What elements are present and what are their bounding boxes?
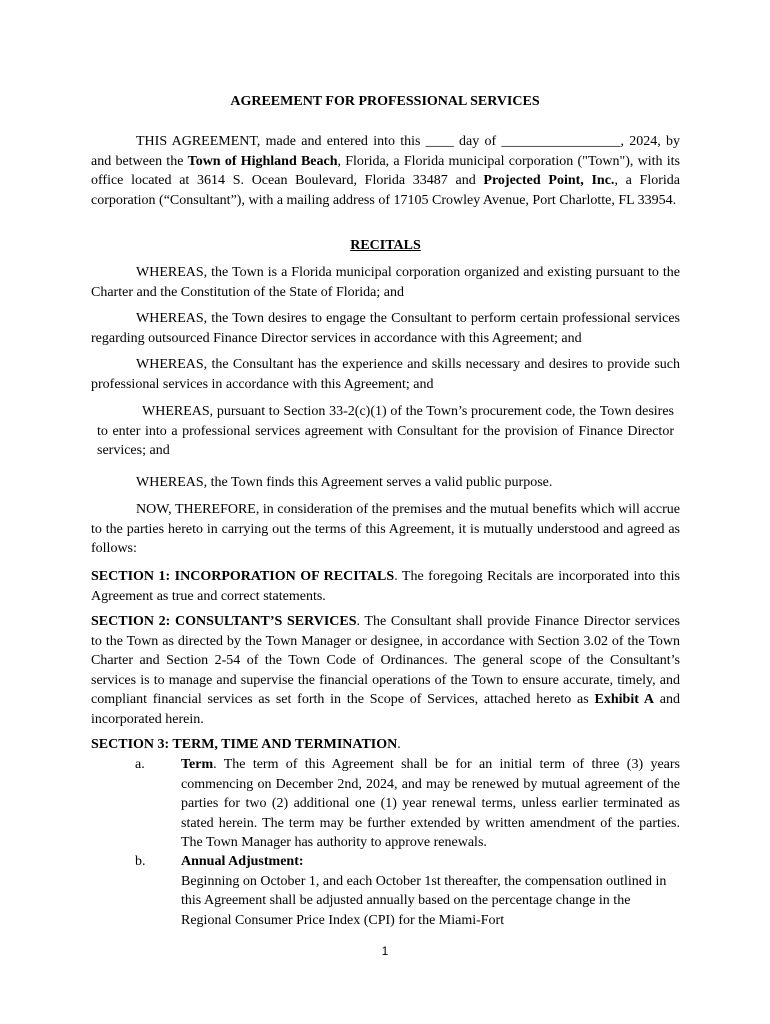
section-2-tail: and incorporated herein. [91, 692, 680, 727]
page-number: 1 [381, 944, 389, 958]
item-b-text: Beginning on October 1, and each October 1st thereafter, the compensation outlined in this Agreement shall be adjusted annually based on the percentage change in the Regional Consumer Price Index (CPI) for the Miami-Fort [181, 873, 667, 928]
section-1-heading: SECTION 1: INCORPORATION OF RECITALS [91, 569, 395, 584]
item-a-text: . The term of this Agreement shall be for an initial term of three (3) years commencing on December 2nd, 2024, and may be renewed by mutual agreement of the parties for two (2) additional one (1) year renewal terms, unless earlier terminated as stated herein. The term may be further extended by written amendment of the parties. The Town Manager has authority to approve renewals. [181, 757, 680, 850]
intro-text-3: , a Florida corporation (“Consultant”), with a mailing address of 17105 Crowley Avenue, Port Charlotte, FL 33954. [91, 173, 680, 208]
section-2-text: . The Consultant shall provide Finance Director services to the Town as directed by the Town Manager or designee, in accordance with Section 3.02 of the Town Charter and Section 2-54 of the Town Code of Ordinances. The general scope of the Consultant’s services is to manage and supervise the financial operations of the Town to ensure accurate, timely, and compliant financial services as set forth in the Scope of Services, attached hereto as [91, 614, 680, 707]
recital-paragraph: WHEREAS, the Town is a Florida municipal corporation organized and existing pursuant to the Charter and the Constitution of the State of Florida; and [91, 265, 680, 300]
section-2-heading: SECTION 2: CONSULTANT’S SERVICES [91, 614, 357, 629]
recitals-heading: RECITALS [350, 238, 421, 253]
intro-text-2: , Florida, a Florida municipal corporation ("Town"), with its office located at 3614 S. Ocean Boulevard, Florida 33487 and [91, 153, 680, 188]
section-3-heading-dot: . [397, 737, 401, 752]
section-1 [91, 567, 680, 606]
consultant-name: Projected Point, Inc. [483, 173, 615, 188]
section-3-heading-line [91, 735, 680, 755]
document-title: AGREEMENT FOR PROFESSIONAL SERVICES [230, 94, 540, 109]
item-a-marker: a. [135, 757, 145, 772]
now-therefore-paragraph: NOW, THEREFORE, in consideration of the premises and the mutual benefits which will accrue to the parties hereto in carrying out the terms of this Agreement, it is mutually understood and agreed as follows: [91, 502, 680, 556]
item-b-label: Annual Adjustment: [181, 854, 304, 869]
intro-text-1: THIS AGREEMENT, made and entered into this ____ day of _________________, 2024, by and between the [91, 134, 680, 169]
recital-paragraph: WHEREAS, the Consultant has the experience and skills necessary and desires to provide such professional services in accordance with this Agreement; and [91, 357, 680, 392]
exhibit-a-reference: Exhibit A [594, 692, 654, 707]
town-name: Town of Highland Beach [187, 153, 338, 169]
section-3-heading: SECTION 3: TERM, TIME AND TERMINATION [91, 737, 398, 752]
item-a-body [181, 755, 680, 853]
section-2 [91, 612, 680, 729]
section-1-text: . The foregoing Recitals are incorporated into this Agreement as true and correct statements. [91, 569, 680, 604]
recital-paragraph: WHEREAS, the Town desires to engage the Consultant to perform certain professional services regarding outsourced Finance Director services in accordance with this Agreement; and [91, 311, 680, 346]
recital-paragraph: WHEREAS, the Town finds this Agreement serves a valid public purpose. [136, 475, 553, 490]
item-b-body [181, 852, 680, 930]
item-a-label: Term [181, 757, 214, 772]
section-3-item-b [91, 852, 680, 930]
item-b-marker: b. [135, 854, 146, 869]
recital-paragraph: WHEREAS, pursuant to Section 33-2(c)(1) of the Town’s procurement code, the Town desires to enter into a professional services agreement with Consultant for the provision of Finance Director services; and [97, 404, 674, 458]
section-3-item-a [91, 755, 680, 853]
intro-paragraph [91, 132, 680, 210]
